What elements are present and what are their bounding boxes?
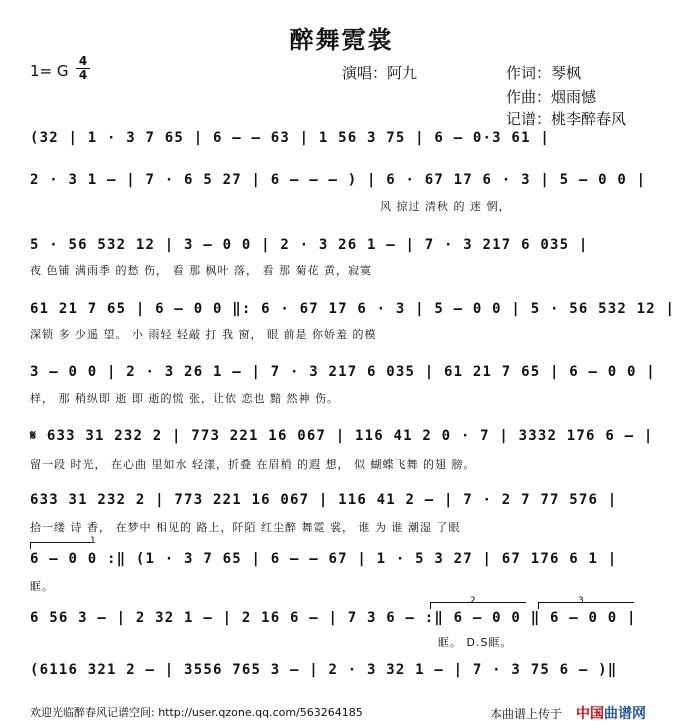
score-row-lyrics: 留一段 时光， 在心曲 里如水 轻漾，折叠 在眉梢 的遐 想， 似 蝴蝶飞舞 的翅 膀。 <box>30 458 476 471</box>
score-row-lyrics: 眶。 <box>30 580 54 593</box>
transcriber-credit: 记谱：桃李醉春风 <box>506 110 627 128</box>
upload-text: 本曲谱上传于 <box>490 707 563 721</box>
score-title: 醉舞霓裳 <box>289 25 394 54</box>
score-row-lyrics: 样， 那 稍纵即 逝 即 逝的慌 张，让依 恋也 黯 然神 伤。 <box>30 392 339 405</box>
score-row-notes: 6 56 3 – | 2 32 1 – | 2 16 6 – | 7 3 6 – :‖ 6 – 0 0 ‖ 6 – 0 0 | <box>30 610 637 626</box>
score-row-notes: 𝄋 633 31 232 2 | 773 221 16 067 | 116 41 2 0 · 7 | 3332 176 6 – | <box>30 428 654 444</box>
score-row-notes: 633 31 232 2 | 773 221 16 067 | 116 41 2 – | 7 · 2 7 77 576 | <box>30 492 618 508</box>
score-row-lyrics: 拾一缕 诗 香， 在梦中 相见的 路上，阡陌 红尘醉 舞霓 裳， 谁 为 谁 潮湿 了眼 <box>30 521 461 534</box>
key-signature: 1= G <box>30 62 69 80</box>
volta-bracket <box>30 542 91 549</box>
score-row-notes: 5 · 56 532 12 | 3 – 0 0 | 2 · 3 26 1 – | 7 · 3 217 6 035 | <box>30 237 589 253</box>
time-signature-bottom: 4 <box>78 68 88 82</box>
score-row-notes: 2 · 3 1 – | 7 · 6 5 27 | 6 – – – ) | 6 · 67 17 6 · 3 | 5 – 0 0 | <box>30 172 647 188</box>
logo-sub-text: 曲谱网 <box>604 706 646 722</box>
volta-number: 1 <box>90 536 96 546</box>
score-row-lyrics: 眶。 D.S眶。 <box>438 636 513 649</box>
lyricist-credit: 作词：琴枫 <box>506 64 582 82</box>
composer-credit: 作曲：烟雨憾 <box>506 88 597 106</box>
score-row-notes: 3 – 0 0 | 2 · 3 26 1 – | 7 · 3 217 6 035 | 61 21 7 65 | 6 – 0 0 | <box>30 364 656 380</box>
score-row-lyrics: 风 掠过 清秋 的 迷 惘， <box>380 200 511 213</box>
score-row-notes: 6 – 0 0 :‖ (1 · 3 7 65 | 6 – – 67 | 1 · 5 3 27 | 67 176 6 1 | <box>30 551 618 567</box>
volta-number: 3 <box>578 596 584 606</box>
time-signature-top: 4 <box>78 54 88 68</box>
score-row-notes: (32 | 1 · 3 7 65 | 6 – – 63 | 1 56 3 75 | 6 – 0·3 61 | <box>30 130 550 146</box>
volta-number: 2 <box>470 596 476 606</box>
footer-text: 欢迎光临醉春风记谱空间: http://user.qzone.qq.com/563264185 <box>30 706 363 719</box>
score-row-lyrics: 夜 色铺 满雨季 的愁 伤， 看 那 枫叶 落， 看 那 菊花 黄，寂寞 <box>30 264 372 277</box>
volta-bracket <box>430 602 526 609</box>
score-row-notes: (6116 321 2 – | 3556 765 3 – | 2 · 3 32 1 – | 7 · 3 75 6 – )‖ <box>30 662 618 678</box>
time-signature <box>76 56 90 81</box>
score-row-lyrics: 深锁 多 少遥 望。 小 雨轻 轻敲 打 我 窗， 眼 前是 你娇羞 的模 <box>30 328 377 341</box>
singer-credit: 演唱：阿九 <box>342 64 418 82</box>
score-row-notes: 61 21 7 65 | 6 – 0 0 ‖: 6 · 67 17 6 · 3 | 5 – 0 0 | 5 · 56 532 12 | <box>30 301 676 317</box>
site-logo <box>576 703 646 723</box>
volta-bracket <box>538 602 634 609</box>
logo-main-text: 中国 <box>576 706 604 722</box>
